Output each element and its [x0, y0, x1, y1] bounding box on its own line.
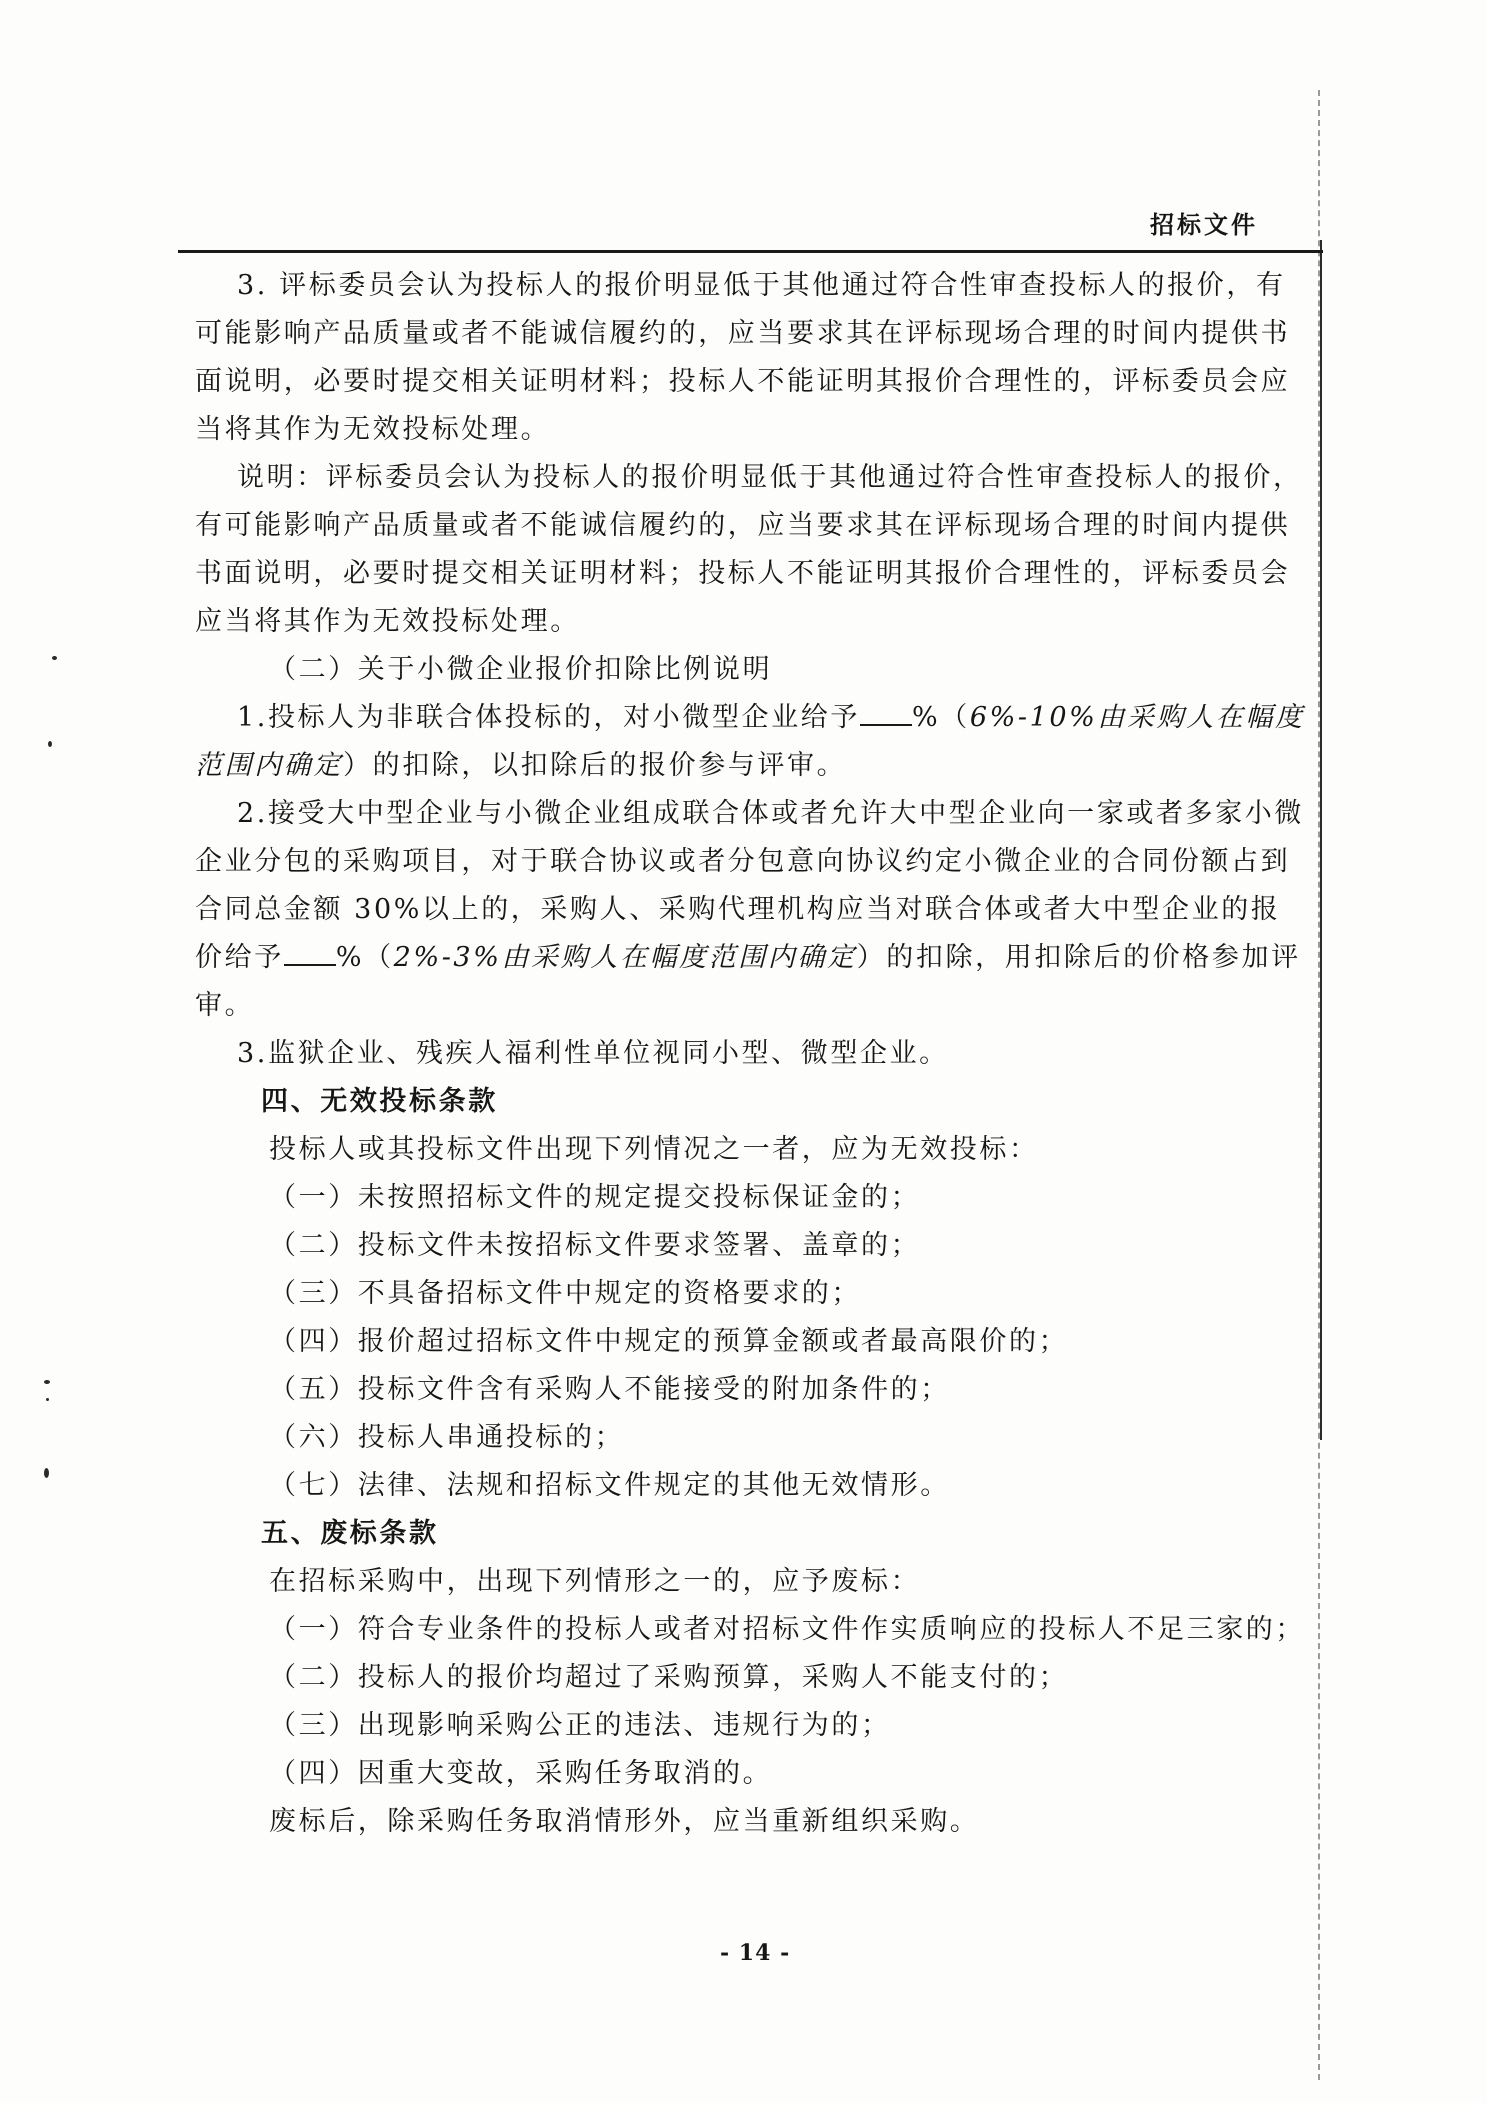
item-2-percent: %（ — [335, 942, 394, 973]
page-border-right — [1320, 240, 1322, 1440]
section-5-item: （四）因重大变故，采购任务取消的。 — [269, 1758, 773, 1789]
section-4-item: （七）法律、法规和招标文件规定的其他无效情形。 — [269, 1470, 950, 1501]
section-4-intro: 投标人或其投标文件出现下列情况之一者，应为无效投标： — [269, 1134, 1039, 1165]
section-4-item: （六）投标人串通投标的； — [269, 1422, 625, 1453]
item-2-deduction — [195, 790, 1305, 1030]
subheading-small-enterprise: （二）关于小微企业报价扣除比例说明 — [269, 654, 773, 685]
paragraph-evaluation-rule: 3. 评标委员会认为投标人的报价明显低于其他通过符合性审查投标人的报价，有可能影响产品质量或者不能诚信履约的，应当要求其在评标现场合理的时间内提供书面说明，必要时提交相关证明材料；投标人不能证明其报价合理性的，评标委员会应当将其作为无效投标处理。 — [195, 270, 1291, 445]
item-3-prison-enterprise: 3.监狱企业、残疾人福利性单位视同小型、微型企业。 — [237, 1038, 949, 1069]
scan-speck — [44, 1468, 49, 1478]
section-5-item: （一）符合专业条件的投标人或者对招标文件作实质响应的投标人不足三家的； — [269, 1614, 1305, 1645]
scan-speck — [48, 741, 52, 747]
section-4-item: （二）投标文件未按招标文件要求签署、盖章的； — [269, 1230, 921, 1261]
section-4-item: （三）不具备招标文件中规定的资格要求的； — [269, 1278, 861, 1309]
scan-speck — [46, 1398, 49, 1401]
scan-speck — [52, 656, 57, 660]
header-label: 招标文件 — [1150, 210, 1258, 239]
scan-speck — [44, 1380, 50, 1384]
item-1-range-note: 6%-10%由采购人在幅度范围内确定 — [195, 702, 1305, 781]
section-4-heading: 四、无效投标条款 — [261, 1086, 498, 1117]
paragraph-explanation: 说明：评标委员会认为投标人的报价明显低于其他通过符合性审查投标人的报价，有可能影响产品质量或者不能诚信履约的，应当要求其在评标现场合理的时间内提供书面说明，必要时提交相关证明材料；投标人不能证明其报价合理性的，评标委员会应当将其作为无效投标处理。 — [195, 462, 1303, 637]
document-body — [195, 262, 1305, 1846]
section-4-item: （四）报价超过招标文件中规定的预算金额或者最高限价的； — [269, 1326, 1069, 1357]
item-1-percent: %（ — [911, 702, 970, 733]
blank-field — [284, 942, 336, 966]
section-4-item: （一）未按照招标文件的规定提交投标保证金的； — [269, 1182, 921, 1213]
item-1-deduction — [195, 694, 1305, 790]
section-5-heading: 五、废标条款 — [261, 1518, 439, 1549]
blank-field — [860, 702, 912, 726]
item-2-suffix: ）的扣除，用扣除后的价格参加评审。 — [195, 942, 1301, 1021]
section-5-intro: 在招标采购中，出现下列情形之一的，应予废标： — [269, 1566, 921, 1597]
item-2-range-note: 2%-3%由采购人在幅度范围内确定 — [393, 942, 857, 973]
item-2-prefix: 2.接受大中型企业与小微企业组成联合体或者允许大中型企业向一家或者多家小微企业分包的采购项目，对于联合协议或者分包意向协议约定小微企业的合同份额占到合同总金额 30%以上的，采购人、采购代理机构应当对联合体或者大中型企业的报价给予 — [195, 798, 1304, 973]
section-4-item: （五）投标文件含有采购人不能接受的附加条件的； — [269, 1374, 950, 1405]
section-5-closing: 废标后，除采购任务取消情形外，应当重新组织采购。 — [269, 1806, 980, 1837]
section-5-item: （二）投标人的报价均超过了采购预算，采购人不能支付的； — [269, 1662, 1069, 1693]
header-rule — [178, 250, 1323, 253]
item-1-suffix: ）的扣除，以扣除后的报价参与评审。 — [343, 750, 847, 781]
item-1-prefix: 1.投标人为非联合体投标的，对小微型企业给予 — [237, 702, 860, 733]
page-number: - 14 - — [720, 1940, 791, 1966]
section-5-item: （三）出现影响采购公正的违法、违规行为的； — [269, 1710, 891, 1741]
